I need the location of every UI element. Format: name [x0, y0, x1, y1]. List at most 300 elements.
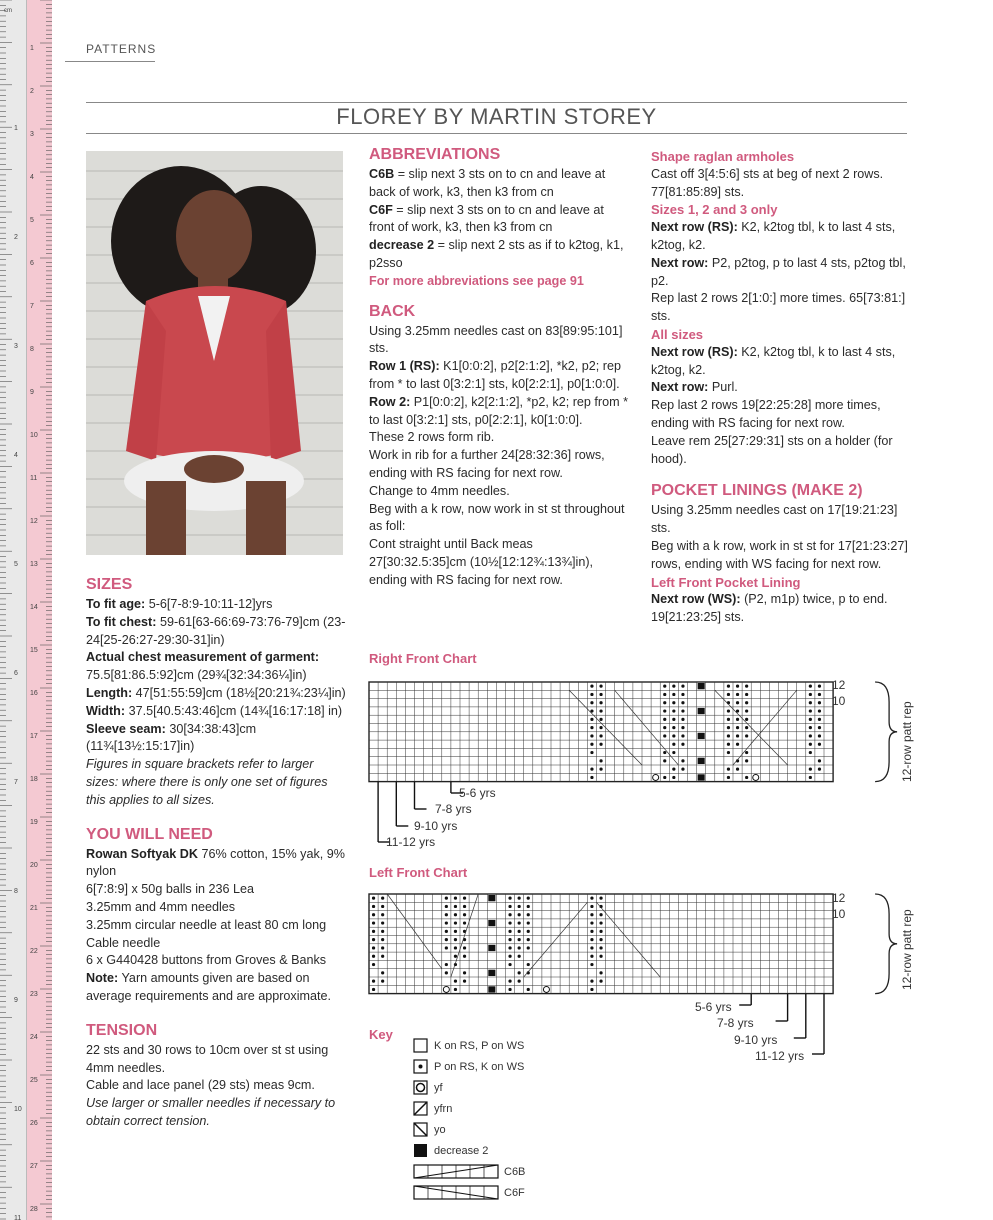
purl-stitch: [672, 709, 675, 712]
tension-line: 22 sts and 30 rows to 10cm over st st using 4mm needles.: [86, 1042, 329, 1075]
ruler-ticks: [0, 0, 52, 1220]
purl-stitch: [599, 685, 602, 688]
ruler-unit: cm: [4, 8, 12, 14]
purl-stitch: [463, 897, 466, 900]
ruler-number: 11: [14, 1215, 22, 1220]
purl-stitch: [454, 946, 457, 949]
left-chart-title: Left Front Chart: [369, 865, 468, 880]
decrease-2-stitch: [698, 758, 705, 764]
ruler-number: 5: [14, 561, 18, 568]
ruler-number: 21: [30, 905, 38, 912]
ruler-number: 9: [14, 997, 18, 1004]
purl-stitch: [672, 751, 675, 754]
ruler-number: 9: [30, 389, 34, 396]
ruler-number: 23: [30, 991, 38, 998]
purl-stitch: [508, 963, 511, 966]
back-heading: BACK: [369, 302, 416, 320]
purl-stitch: [672, 768, 675, 771]
purl-stitch: [818, 734, 821, 737]
ruler-number: 20: [30, 862, 38, 869]
ruler-number: 3: [30, 131, 34, 138]
purl-stitch: [372, 905, 375, 908]
decrease-2-stitch: [488, 970, 495, 976]
decrease-2-stitch: [698, 683, 705, 689]
yf-stitch: [443, 986, 449, 992]
purl-stitch: [590, 751, 593, 754]
purl-stitch: [809, 718, 812, 721]
raglan-next2: Next row: P2, p2tog, p to last 4 sts, p2tog tbl, p2.: [651, 255, 906, 288]
purl-stitch: [727, 768, 730, 771]
purl-stitch: [527, 988, 530, 991]
purl-stitch: [809, 768, 812, 771]
purl-stitch: [445, 905, 448, 908]
decrease-2-stitch: [698, 708, 705, 714]
abbreviations-heading: ABBREVIATIONS: [369, 146, 501, 163]
purl-stitch: [818, 701, 821, 704]
purl-stitch: [454, 955, 457, 958]
key-heading: Key: [369, 1027, 393, 1042]
purl-stitch: [745, 701, 748, 704]
right-chart-row12: 12: [832, 678, 846, 692]
purl-stitch: [463, 980, 466, 983]
need-note: Note: Yarn amounts given are based on average requirements and are approximate.: [86, 971, 332, 1003]
purl-stitch: [663, 685, 666, 688]
key-label: yf: [434, 1082, 443, 1094]
raglan-next1: Next row (RS): K2, k2tog tbl, k to last 4 sts, k2tog, k2.: [651, 220, 896, 252]
purl-stitch: [590, 685, 593, 688]
purl-stitch: [518, 913, 521, 916]
ruler-number: 6: [14, 670, 18, 677]
purl-stitch: [681, 718, 684, 721]
purl-stitch: [590, 980, 593, 983]
purl-stitch: [445, 938, 448, 941]
right-size-label: 5-6 yrs: [459, 786, 496, 800]
purl-stitch: [381, 971, 384, 974]
purl-stitch: [445, 913, 448, 916]
purl-stitch: [809, 701, 812, 704]
purl-stitch: [736, 768, 739, 771]
purl-stitch: [818, 709, 821, 712]
raglan-line: Cast off 3[4:5:6] sts at beg of next 2 rows. 77[81:85:89] sts.: [651, 166, 884, 199]
back-row1: Row 1 (RS): K1[0:0:2], p2[2:1:2], *k2, p2; rep from * to last 0[3:2:1] sts, k0[2:2:1], p0[1:0:0].: [369, 359, 622, 391]
decrease-2-stitch: [488, 986, 495, 992]
purl-stitch: [809, 751, 812, 754]
fit-age: To fit age: 5-6[7-8:9-10:11-12]yrs: [86, 597, 273, 611]
purl-stitch: [736, 718, 739, 721]
purl-stitch: [672, 701, 675, 704]
yf-stitch: [753, 774, 759, 780]
purl-stitch: [590, 718, 593, 721]
purl-stitch: [599, 701, 602, 704]
purl-stitch: [663, 693, 666, 696]
fit-chest: To fit chest: 59-61[63-66:69-73:76-79]cm (23-24[25-26:27-29:30-31]in): [86, 614, 346, 647]
purl-stitch: [809, 776, 812, 779]
purl-stitch: [454, 930, 457, 933]
purl-stitch: [590, 938, 593, 941]
purl-stitch: [454, 938, 457, 941]
purl-stitch: [727, 726, 730, 729]
sleeve-seam: Sleeve seam: 30[34:38:43]cm (11¾[13½:15:17]in): [86, 721, 257, 754]
section-label: PATTERNS: [86, 42, 157, 56]
purl-stitch: [681, 726, 684, 729]
ruler-number: 13: [30, 561, 38, 568]
key-label: P on RS, K on WS: [434, 1061, 525, 1073]
purl-stitch: [599, 938, 602, 941]
abbr-c6b: C6B = slip next 3 sts on to cn and leave at back of work, k3, then k3 from cn: [369, 167, 606, 199]
purl-stitch: [372, 921, 375, 924]
key-label: K on RS, P on WS: [434, 1040, 525, 1052]
purl-stitch: [454, 988, 457, 991]
purl-stitch: [590, 776, 593, 779]
raglan-line: Rep last 2 rows 19[22:25:28] more times, ending with RS facing for next row.: [651, 398, 881, 430]
purl-stitch: [590, 955, 593, 958]
purl-stitch: [663, 701, 666, 704]
length: Length: 47[51:55:59]cm (18½[20:21¾:23¼]in): [86, 685, 346, 700]
purl-stitch: [463, 971, 466, 974]
purl-stitch: [672, 693, 675, 696]
purl-stitch: [463, 905, 466, 908]
purl-stitch: [590, 921, 593, 924]
knit-symbol: [414, 1039, 427, 1052]
purl-stitch: [590, 734, 593, 737]
ruler-number: 17: [30, 733, 38, 740]
purl-stitch: [527, 963, 530, 966]
purl-stitch: [590, 905, 593, 908]
purl-stitch: [518, 980, 521, 983]
raglan-line: Rep last 2 rows 2[1:0:] more times. 65[73:81:] sts.: [651, 291, 906, 324]
purl-stitch: [599, 913, 602, 916]
key-label: C6F: [504, 1187, 525, 1199]
purl-stitch: [381, 905, 384, 908]
decrease-2-stitch: [488, 895, 495, 901]
purl-stitch: [745, 718, 748, 721]
purl-stitch: [372, 980, 375, 983]
purl-stitch: [599, 971, 602, 974]
purl-stitch: [590, 726, 593, 729]
purl-stitch: [518, 897, 521, 900]
purl-stitch: [445, 946, 448, 949]
purl-stitch: [518, 938, 521, 941]
purl-stitch: [727, 776, 730, 779]
purl-stitch: [745, 759, 748, 762]
purl-stitch: [590, 963, 593, 966]
purl-stitch: [672, 734, 675, 737]
purl-stitch: [663, 759, 666, 762]
purl-stitch: [381, 938, 384, 941]
purl-stitch: [663, 776, 666, 779]
purl-stitch: [599, 743, 602, 746]
purl-stitch: [372, 930, 375, 933]
purl-stitch: [463, 946, 466, 949]
purl-stitch: [381, 930, 384, 933]
ruler-number: 8: [30, 346, 34, 353]
purl-stitch: [372, 988, 375, 991]
left-column: [86, 574, 348, 1131]
pocket-line: Beg with a k row, work in st st for 17[21:23:27] rows, ending with WS facing for next row.: [651, 538, 908, 571]
ruler-number: 25: [30, 1077, 38, 1084]
decrease-2-stitch: [488, 920, 495, 926]
sizes-note: Figures in square brackets refer to larger sizes: where there is only one set of figures this applies to all sizes.: [86, 757, 328, 807]
abbr-dec2: decrease 2 = slip next 2 sts as if to k2tog, k1, p2sso: [369, 238, 624, 270]
purl-stitch: [663, 726, 666, 729]
ruler-number: 7: [14, 779, 18, 786]
purl-stitch: [745, 726, 748, 729]
left-size-label: 11-12 yrs: [755, 1049, 805, 1063]
purl-stitch: [818, 768, 821, 771]
ruler-number: 4: [30, 174, 34, 181]
raglan-heading: Shape raglan armholes: [651, 149, 795, 164]
right-chart-row10: 10: [832, 694, 846, 708]
purl-stitch: [818, 743, 821, 746]
purl-stitch: [454, 905, 457, 908]
purl-stitch: [599, 718, 602, 721]
ruler-number: 8: [14, 888, 18, 895]
purl-stitch: [463, 955, 466, 958]
purl-stitch: [727, 743, 730, 746]
decrease-2-symbol: [414, 1144, 427, 1157]
purl-stitch: [518, 971, 521, 974]
yf-stitch: [543, 986, 549, 992]
purl-stitch: [681, 734, 684, 737]
purl-stitch: [508, 930, 511, 933]
purl-stitch: [381, 897, 384, 900]
purl-stitch: [463, 921, 466, 924]
purl-stitch: [809, 726, 812, 729]
raglan-line: Leave rem 25[27:29:31] sts on a holder (for hood).: [651, 433, 893, 466]
key-label: C6B: [504, 1166, 526, 1178]
purl-stitch: [372, 913, 375, 916]
purl-stitch: [445, 897, 448, 900]
purl-stitch: [599, 726, 602, 729]
purl-stitch: [818, 726, 821, 729]
purl-stitch: [463, 913, 466, 916]
purl-stitch: [381, 913, 384, 916]
purl-stitch: [590, 897, 593, 900]
ruler-number: 2: [14, 234, 18, 241]
back-line: Change to 4mm needles.: [369, 483, 510, 498]
purl-stitch: [454, 980, 457, 983]
purl-stitch: [809, 743, 812, 746]
ruler-number: 1: [14, 125, 18, 132]
section-underline: [65, 61, 155, 62]
purl-stitch: [599, 759, 602, 762]
purl-stitch: [672, 718, 675, 721]
purl-stitch: [518, 946, 521, 949]
purl-stitch: [727, 709, 730, 712]
purl-stitch: [736, 743, 739, 746]
right-size-label: 11-12 yrs: [386, 835, 436, 849]
purl-stitch: [599, 930, 602, 933]
pocket-line: Using 3.25mm needles cast on 17[19:21:23] sts.: [651, 503, 898, 536]
sizes-heading: SIZES: [86, 576, 133, 593]
purl-stitch: [590, 988, 593, 991]
purl-stitch: [818, 685, 821, 688]
purl-stitch: [745, 693, 748, 696]
purl-stitch: [518, 921, 521, 924]
purl-stitch: [663, 751, 666, 754]
purl-stitch: [518, 905, 521, 908]
raglan-next4: Next row: Purl.: [651, 380, 738, 395]
purl-stitch: [599, 921, 602, 924]
purl-stitch: [809, 709, 812, 712]
purl-stitch: [508, 980, 511, 983]
back-line: Beg with a k row, now work in st st throughout as foll:: [369, 501, 625, 534]
purl-stitch: [736, 701, 739, 704]
tension-note: Use larger or smaller needles if necessary to obtain correct tension.: [86, 1096, 336, 1128]
purl-stitch: [372, 938, 375, 941]
purl-stitch: [681, 743, 684, 746]
purl-stitch: [590, 930, 593, 933]
purl-stitch: [681, 701, 684, 704]
ruler-number: 5: [30, 217, 34, 224]
purl-stitch: [527, 913, 530, 916]
purl-stitch: [372, 897, 375, 900]
ruler-number: 1: [30, 45, 34, 52]
need-item: 6[7:8:9] x 50g balls in 236 Lea: [86, 882, 255, 897]
ruler-number: 10: [30, 432, 38, 439]
purl-stitch: [672, 743, 675, 746]
purl-stitch: [599, 897, 602, 900]
ruler-number: 6: [30, 260, 34, 267]
purl-stitch: [508, 913, 511, 916]
purl-stitch: [508, 897, 511, 900]
width: Width: 37.5[40.5:43:46]cm (14¾[16:17:18] in): [86, 703, 343, 718]
purl-stitch: [745, 751, 748, 754]
purl-stitch: [745, 685, 748, 688]
purl-stitch: [818, 693, 821, 696]
purl-stitch: [454, 913, 457, 916]
purl-stitch: [818, 718, 821, 721]
measuring-ruler: [0, 0, 52, 1220]
right-size-label: 7-8 yrs: [435, 802, 472, 816]
purl-stitch: [672, 776, 675, 779]
purl-stitch: [590, 693, 593, 696]
purl-stitch: [527, 938, 530, 941]
purl-stitch: [381, 980, 384, 983]
raglan-next3: Next row (RS): K2, k2tog tbl, k to last 4 sts, k2tog, k2.: [651, 344, 896, 377]
purl-stitch: [381, 955, 384, 958]
right-size-label: 9-10 yrs: [414, 819, 458, 833]
purl-stitch: [590, 768, 593, 771]
purl-stitch: [672, 726, 675, 729]
purl-stitch: [508, 988, 511, 991]
pocket-next: Next row (WS): (P2, m1p) twice, p to end. 19[21:23:25] sts.: [651, 592, 888, 625]
purl-stitch: [381, 946, 384, 949]
ruler-number: 4: [14, 452, 18, 459]
ruler-number: 3: [14, 343, 18, 350]
decrease-2-stitch: [698, 774, 705, 780]
left-chart-row10: 10: [832, 907, 846, 921]
back-line: Cont straight until Back meas 27[30:32.5:35]cm (10½[12:12¾:13¾]in), ending with RS facing for next row.: [369, 537, 594, 587]
left-chart-rep: 12-row patt rep: [900, 909, 914, 990]
yf-stitch: [653, 774, 659, 780]
purl-stitch: [381, 921, 384, 924]
ruler-number: 7: [30, 303, 34, 310]
purl-stitch: [663, 734, 666, 737]
middle-column: [369, 144, 631, 590]
more-abbreviations-link[interactable]: For more abbreviations see page 91: [369, 273, 584, 288]
actual-chest: Actual chest measurement of garment: 75.5[81:86.5:92]cm (29¾[32:34:36¼]in): [86, 650, 320, 683]
back-line: Using 3.25mm needles cast on 83[89:95:101] sts.: [369, 323, 623, 356]
pocket-sub: Left Front Pocket Lining: [651, 574, 801, 590]
purl-stitch: [599, 709, 602, 712]
purl-stitch: [681, 685, 684, 688]
left-size-label: 7-8 yrs: [717, 1016, 754, 1030]
model-photo: [86, 151, 343, 555]
yarn: Rowan Softyak DK 76% cotton, 15% yak, 9% nylon: [86, 846, 345, 879]
back-row2: Row 2: P1[0:0:2], k2[2:1:2], *p2, k2; rep from * to last 0[3:2:1] sts, p0[2:2:1], k0[1:0:0].: [369, 394, 628, 427]
ruler-number: 22: [30, 948, 38, 955]
title-bottom-rule: [86, 133, 907, 134]
repeat-brace: [875, 894, 897, 994]
purl-stitch: [672, 685, 675, 688]
pocket-heading: POCKET LININGS (MAKE 2): [651, 482, 863, 500]
purl-stitch: [809, 693, 812, 696]
purl-stitch: [508, 938, 511, 941]
purl-stitch: [727, 693, 730, 696]
back-line: These 2 rows form rib.: [369, 430, 495, 445]
raglan-sub1: Sizes 1, 2 and 3 only: [651, 202, 778, 218]
purl-stitch: [599, 693, 602, 696]
purl-stitch: [527, 946, 530, 949]
ruler-number: 12: [30, 518, 38, 525]
purl-stitch: [745, 776, 748, 779]
ruler-number: 10: [14, 1106, 22, 1113]
purl-stitch: [599, 768, 602, 771]
ruler-number: 26: [30, 1120, 38, 1127]
purl-stitch: [454, 921, 457, 924]
purl-stitch: [445, 963, 448, 966]
purl-stitch: [599, 734, 602, 737]
key-label: yo: [434, 1124, 446, 1136]
purl-stitch: [508, 905, 511, 908]
ruler-number: 24: [30, 1034, 38, 1041]
purl-stitch: [736, 685, 739, 688]
purl-stitch: [727, 685, 730, 688]
repeat-brace: [875, 682, 897, 782]
purl-stitch: [599, 955, 602, 958]
purl-stitch: [681, 768, 684, 771]
purl-stitch: [727, 751, 730, 754]
raglan-sub2: All sizes: [651, 326, 704, 342]
purl-stitch: [663, 718, 666, 721]
purl-stitch: [590, 701, 593, 704]
purl-stitch: [681, 759, 684, 762]
purl-stitch: [681, 709, 684, 712]
purl-stitch: [518, 930, 521, 933]
back-line: Work in rib for a further 24[28:32:36] rows, ending with RS facing for next row.: [369, 448, 605, 480]
ruler-number: 15: [30, 647, 38, 654]
purl-stitch: [727, 718, 730, 721]
purl-stitch: [599, 946, 602, 949]
key-label: decrease 2: [434, 1145, 489, 1157]
you-will-need-heading: YOU WILL NEED: [86, 825, 213, 843]
purl-stitch: [372, 946, 375, 949]
ruler-number: 28: [30, 1206, 38, 1213]
yf-circle: [417, 1084, 425, 1092]
purl-stitch: [372, 963, 375, 966]
purl-stitch: [590, 743, 593, 746]
ruler-number: 18: [30, 776, 38, 783]
purl-stitch: [590, 946, 593, 949]
ruler-number: 14: [30, 604, 38, 611]
pattern-title: FLOREY BY MARTIN STOREY: [336, 104, 657, 129]
ruler-number: 2: [30, 88, 34, 95]
purl-stitch: [663, 709, 666, 712]
need-item: 6 x G440428 buttons from Groves & Banks: [86, 953, 327, 968]
left-chart-row12: 12: [832, 891, 846, 905]
ruler-number: 16: [30, 690, 38, 697]
